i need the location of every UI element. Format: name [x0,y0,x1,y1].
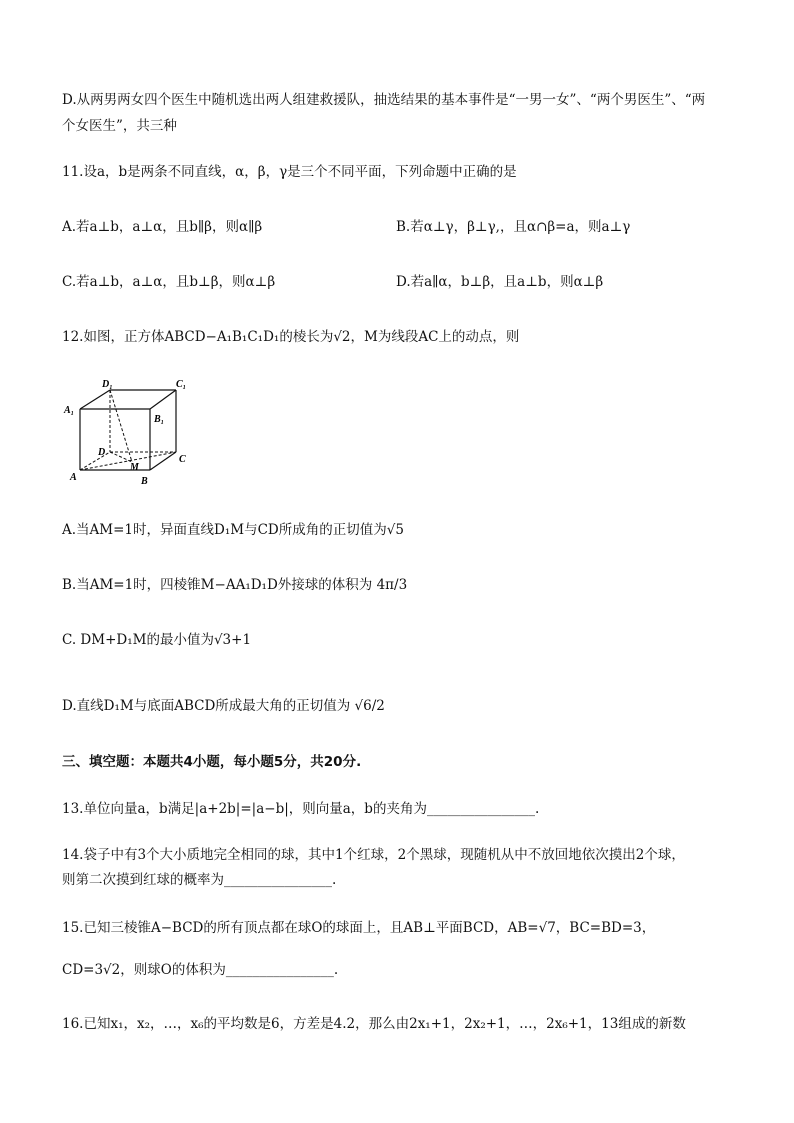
q10-d-line-2: 个女医生”，共三种 [62,118,177,134]
q14-line-1: 14.袋子中有3个大小质地完全相同的球，其中1个红球，2个黑球，现随机从中不放回地依次摸出2个球， [62,847,685,863]
label-c1: C₁ [176,379,187,390]
q11-option-b: B.若α⊥γ，β⊥γ,，且α∩β=a，则a⊥γ [396,219,631,235]
label-c: C [179,454,186,465]
q11-option-c: C.若a⊥b，a⊥α，且b⊥β，则α⊥β [62,274,276,290]
label-d: D [98,447,106,458]
q16-line-1: 16.已知x₁，x₂，…，x₆的平均数是6，方差是4.2，那么由2x₁+1，2x₂+1，…，2x₆+1，13组成的新数 [62,1016,686,1032]
label-d1: D₁ [102,379,113,390]
q12-option-c: C. DM+D₁M的最小值为√3+1 [62,632,252,648]
q14-line-2: 则第二次摸到红球的概率为________________. [62,872,337,888]
q12-stem: 12.如图，正方体ABCD−A₁B₁C₁D₁的棱长为√2，M为线段AC上的动点，则 [62,329,520,345]
label-m: M [130,462,139,473]
label-b1: B₁ [154,414,165,425]
label-a1: A₁ [64,405,75,416]
q15-line-2: CD=3√2，则球O的体积为________________. [62,962,339,978]
q11-option-a: A.若a⊥b，a⊥α，且b∥β，则α∥β [62,219,263,235]
q12-option-a: A.当AM=1时，异面直线D₁M与CD所成角的正切值为√5 [62,522,404,538]
q12-option-b: B.当AM=1时，四棱锥M−AA₁D₁D外接球的体积为 4π/3 [62,577,408,593]
cube-figure [62,378,202,488]
label-a: A [70,472,77,483]
q11-option-d: D.若a∥α，b⊥β，且a⊥b，则α⊥β [396,274,604,290]
q12-option-d: D.直线D₁M与底面ABCD所成最大角的正切值为 √6/2 [62,698,385,714]
q10-d-line-1: D.从两男两女四个医生中随机选出两人组建救援队，抽选结果的基本事件是“一男一女”、“两个男医生”、“两 [62,92,706,108]
q11-stem: 11.设a，b是两条不同直线，α，β，γ是三个不同平面，下列命题中正确的是 [62,164,517,180]
q15-line-1: 15.已知三棱锥A−BCD的所有顶点都在球O的球面上，且AB⊥平面BCD，AB=√7，BC=BD=3， [62,920,656,936]
section-3-heading: 三、填空题：本题共4小题，每小题5分，共20分. [62,754,362,770]
label-b: B [141,476,148,487]
q13-text: 13.单位向量a，b满足|a+2b|=|a−b|，则向量a，b的夹角为________________. [62,801,540,817]
